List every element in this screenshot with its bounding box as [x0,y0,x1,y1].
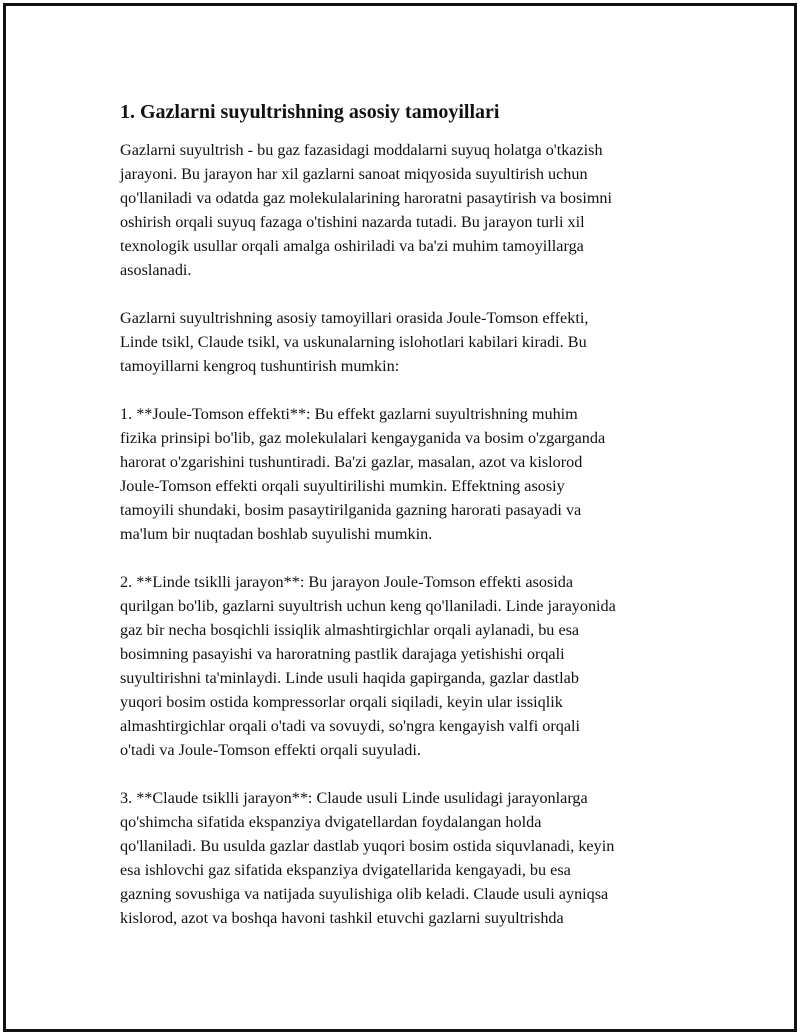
paragraph-principles [120,306,700,378]
paragraph-joule-tomson [120,402,700,546]
text-line: harorat o'zgarishini tushuntiradi. Ba'zi gazlar, masalan, azot va kislorod [120,453,583,471]
text-line: Gazlarni suyultrish - bu gaz fazasidagi moddalarni suyuq holatga o'tkazish [120,141,603,159]
text-line: almashtirgichlar orqali o'tadi va sovuydi, so'ngra kengayish valfi orqali [120,717,581,735]
document-body [120,98,700,954]
text-line: kislorod, azot va boshqa havoni tashkil etuvchi gazlarni suyultrishda [120,909,564,927]
text-line: esa ishlovchi gaz sifatida ekspanziya dvigatellarida kengayadi, bu esa [120,861,571,879]
text-line: qo'llaniladi va odatda gaz molekulalarining haroratni pasaytirish va bosimni [120,189,613,207]
text-line: ma'lum bir nuqtadan boshlab suyulishi mumkin. [120,525,433,543]
text-line: Gazlarni suyultrishning asosiy tamoyillari orasida Joule-Tomson effekti, [120,309,589,327]
text-line: tamoyili shundaki, bosim pasaytirilganida gazning harorati pasayadi va [120,501,582,519]
text-line: 3. **Claude tsiklli jarayon**: Claude usuli Linde usulidagi jarayonlarga [120,789,588,807]
text-line: texnologik usullar orqali amalga oshiriladi va ba'zi muhim tamoyillarga [120,237,584,255]
text-line: jarayoni. Bu jarayon har xil gazlarni sanoat miqyosida suyultirish uchun [120,165,588,183]
text-line: yuqori bosim ostida kompressorlar orqali siqiladi, keyin ular issiqlik [120,693,563,711]
text-line: 1. **Joule-Tomson effekti**: Bu effekt gazlarni suyultrishning muhim [120,405,578,423]
text-line: gazning sovushiga va natijada suyulishiga olib keladi. Claude usuli ayniqsa [120,885,609,903]
text-line: Joule-Tomson effekti orqali suyultirilishi mumkin. Effektning asosiy [120,477,565,495]
text-line: gaz bir necha bosqichli issiqlik almashtirgichlar orqali aylanadi, bu esa [120,621,580,639]
text-line: o'tadi va Joule-Tomson effekti orqali suyuladi. [120,741,421,759]
text-line: qurilgan bo'lib, gazlarni suyultrish uchun keng qo'llaniladi. Linde jarayonida [120,597,616,615]
text-line: Linde tsikl, Claude tsikl, va uskunalarning islohotlari kabilari kiradi. Bu [120,333,587,351]
paragraph-linde [120,570,700,762]
page-border [3,3,797,1032]
paragraph-intro [120,138,700,282]
text-line: asoslanadi. [120,261,192,279]
section-heading: 1. Gazlarni suyultrishning asosiy tamoyillari [120,101,500,123]
text-line: bosimning pasayishi va haroratning pastlik darajaga yetishishi orqali [120,645,565,663]
text-line: oshirish orqali suyuq fazaga o'tishini nazarda tutadi. Bu jarayon turli xil [120,213,585,231]
text-line: tamoyillarni kengroq tushuntirish mumkin: [120,357,400,375]
text-line: fizika prinsipi bo'lib, gaz molekulalari kengayganida va bosim o'zgarganda [120,429,606,447]
text-line: qo'llaniladi. Bu usulda gazlar dastlab yuqori bosim ostida siquvlanadi, keyin [120,837,615,855]
text-line: suyultirishni ta'minlaydi. Linde usuli haqida gapirganda, gazlar dastlab [120,669,579,687]
text-line: 2. **Linde tsiklli jarayon**: Bu jarayon Joule-Tomson effekti asosida [120,573,574,591]
text-line: qo'shimcha sifatida ekspanziya dvigatellardan foydalangan holda [120,813,542,831]
paragraph-claude [120,786,700,930]
